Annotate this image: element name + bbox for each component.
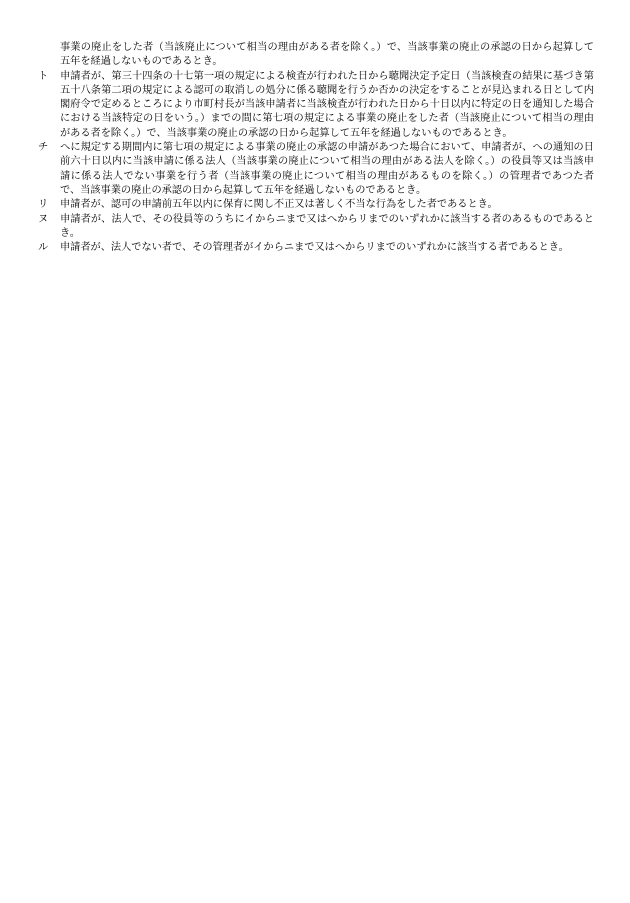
item-nu xyxy=(38,213,594,242)
item-text: 申請者が、法人で、その役員等のうちにイからニまで又はへからリまでのいずれかに該当する者のあるものであるとき。 xyxy=(60,213,594,239)
item-mark: リ xyxy=(38,199,49,211)
continuation-text: 事業の廃止をした者（当該廃止について相当の理由がある者を除く。）で、当該事業の廃止の承認の日から起算して五年を経過しないものであるとき。 xyxy=(60,42,594,68)
item-mark: ト xyxy=(38,70,49,82)
continuation-paragraph xyxy=(38,41,594,70)
item-text: 申請者が、法人でない者で、その管理者がイからニまで又はへからリまでのいずれかに該当する者であるとき。 xyxy=(60,242,569,254)
item-text: 申請者が、認可の申請前五年以内に保育に関し不正又は著しく不当な行為をした者であるとき。 xyxy=(60,199,498,211)
item-to xyxy=(38,70,594,141)
item-chi xyxy=(38,141,594,198)
item-ri xyxy=(38,198,594,212)
item-ru xyxy=(38,241,594,255)
item-mark: ヌ xyxy=(38,213,49,225)
document-body xyxy=(38,41,594,255)
item-mark: ル xyxy=(38,242,49,254)
item-text: 申請者が、第三十四条の十七第一項の規定による検査が行われた日から聴聞決定予定日（当該検査の結果に基づき第五十八条第二項の規定による認可の取消しの処分に係る聴聞を行うか否かの決定をすることが見込まれる日として内閣府令で定めるところにより市町村長が当該申請者に当該検査が行われた日から十日以内に特定の日を通知した場合における当該特定の日をいう。）までの間に第七項の規定による事業の廃止をした者（当該廃止について相当の理由がある者を除く。）で、当該事業の廃止の承認の日から起算して五年を経過しないものであるとき。 xyxy=(60,70,594,139)
item-mark: チ xyxy=(38,142,49,154)
item-text: へに規定する期間内に第七項の規定による事業の廃止の承認の申請があつた場合において、申請者が、への通知の日前六十日以内に当該申請に係る法人（当該事業の廃止について相当の理由がある法人を除く。）の役員等又は当該申請に係る法人でない事業を行う者（当該事業の廃止について相当の理由があるものを除く。）の管理者であつた者で、当該事業の廃止の承認の日から起算して五年を経過しないものであるとき。 xyxy=(60,142,594,196)
